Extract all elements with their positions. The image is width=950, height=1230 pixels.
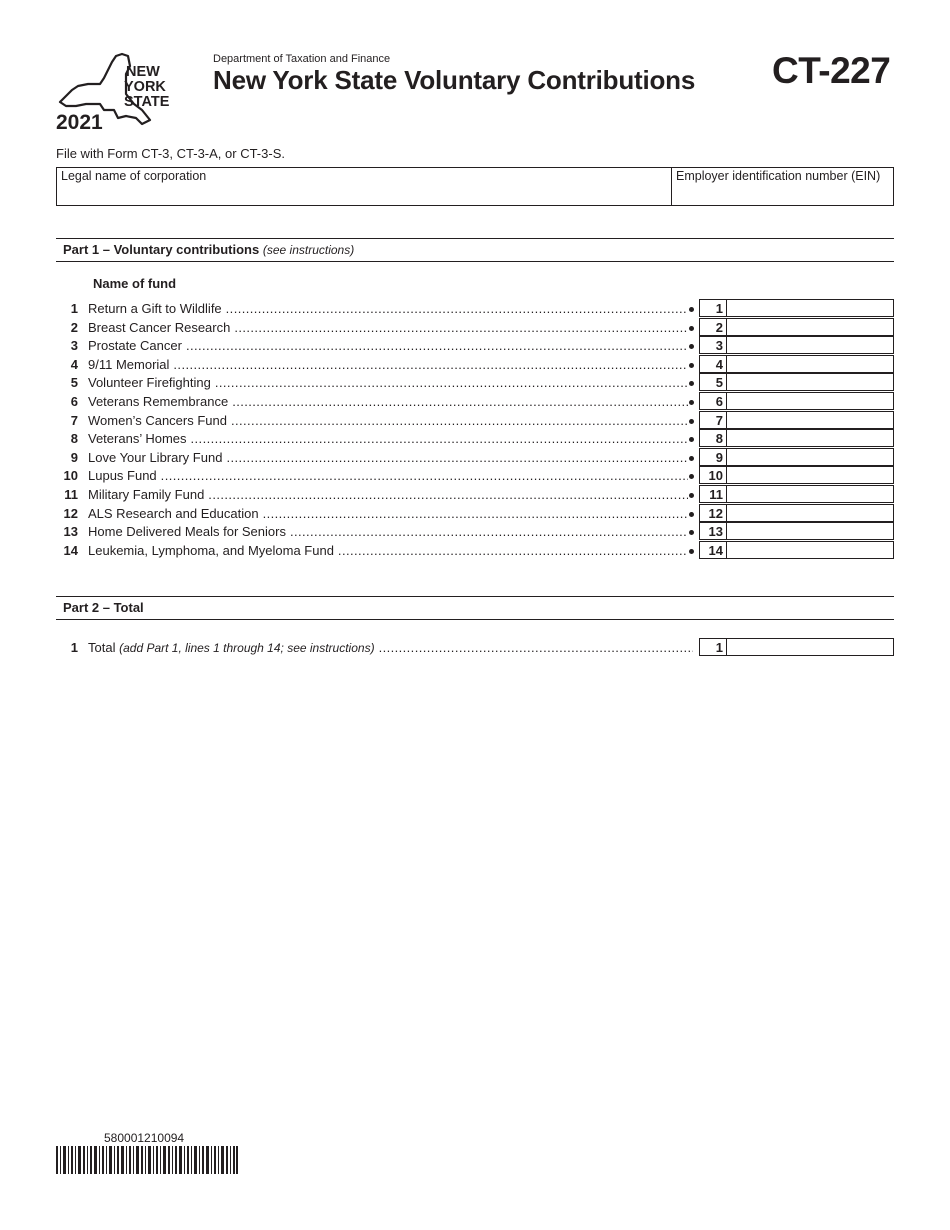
total-line — [56, 638, 894, 657]
bullet-icon — [689, 344, 694, 349]
line-box-number: 1 — [699, 299, 727, 317]
identity-box — [56, 167, 894, 206]
line-label: ALS Research and Education ..... — [88, 506, 688, 521]
fund-line — [56, 522, 894, 541]
bullet-icon — [689, 493, 694, 498]
line-box-number: 5 — [699, 373, 727, 391]
part2-title: Part 2 – Total — [63, 600, 144, 615]
new-york-state-logo — [56, 52, 181, 132]
line-label: Lupus Fund ..... — [88, 468, 688, 483]
line-label: Breast Cancer Research ..... — [88, 320, 688, 335]
line-number: 7 — [70, 412, 78, 428]
fund-line — [56, 504, 894, 523]
line-label: Veterans Remembrance ..... — [88, 394, 688, 409]
line-box-number: 12 — [699, 504, 727, 522]
line-label: Love Your Library Fund ..... — [88, 450, 688, 465]
bullet-icon — [689, 437, 694, 442]
amount-field-breast-cancer[interactable] — [726, 318, 894, 336]
legal-name-field[interactable] — [57, 168, 672, 205]
fund-line — [56, 485, 894, 504]
legal-name-label: Legal name of corporation — [61, 169, 207, 183]
part1-header — [56, 238, 894, 262]
line-number: 2 — [70, 319, 78, 335]
line-box-number: 1 — [699, 638, 727, 656]
line-label: Leukemia, Lymphoma, and Myeloma Fund ..... — [88, 543, 688, 558]
bullet-icon — [689, 381, 694, 386]
amount-field-prostate-cancer[interactable] — [726, 336, 894, 354]
total-label: Total — [88, 640, 116, 655]
part2-header — [56, 596, 894, 620]
line-box-number: 8 — [699, 429, 727, 447]
fund-line — [56, 373, 894, 392]
line-number: 1 — [70, 640, 78, 655]
bullet-icon — [689, 419, 694, 424]
fund-line — [56, 429, 894, 448]
amount-field-womens-cancers[interactable] — [726, 411, 894, 429]
fund-line — [56, 318, 894, 337]
line-number: 3 — [70, 338, 78, 354]
line-label: Military Family Fund ..... — [88, 487, 688, 502]
line-label: Veterans’ Homes ..... — [88, 431, 688, 446]
bullet-icon — [689, 474, 694, 479]
line-label: Home Delivered Meals for Seniors ..... — [88, 524, 688, 539]
logo-year: 2021 — [56, 111, 103, 132]
line-number: 11 — [64, 487, 78, 502]
fund-line — [56, 466, 894, 485]
part1-subtitle: (see instructions) — [262, 243, 355, 257]
line-box-number: 6 — [699, 392, 727, 410]
ein-field[interactable] — [672, 168, 893, 205]
form-number: CT-227 — [772, 50, 891, 91]
line-box-number: 14 — [699, 541, 727, 559]
bullet-icon — [689, 530, 694, 535]
bullet-icon — [689, 326, 694, 331]
amount-field-lupus[interactable] — [726, 466, 894, 484]
logo-line2: YORK — [124, 79, 166, 95]
amount-field-leukemia[interactable] — [726, 541, 894, 559]
part1-title: Part 1 – Voluntary contributions — [63, 242, 260, 257]
line-label: Volunteer Firefighting ..... — [88, 375, 688, 390]
fund-line — [56, 411, 894, 430]
amount-field-total[interactable] — [726, 638, 894, 656]
amount-field-wildlife[interactable] — [726, 299, 894, 317]
line-number: 13 — [63, 524, 78, 540]
logo-line1: NEW — [126, 64, 160, 80]
fund-line — [56, 448, 894, 467]
fund-line — [56, 355, 894, 374]
line-box-number: 4 — [699, 355, 727, 373]
total-line-label — [88, 640, 693, 655]
line-box-number: 13 — [699, 522, 727, 540]
line-box-number: 11 — [699, 485, 727, 503]
barcode-icon — [56, 1146, 238, 1174]
barcode-number: 580001210094 — [104, 1131, 185, 1145]
line-label: Women’s Cancers Fund ..... — [88, 413, 688, 428]
line-number: 4 — [70, 356, 78, 372]
fund-line — [56, 541, 894, 560]
line-box-number: 10 — [699, 466, 727, 484]
line-number: 14 — [63, 542, 78, 558]
total-hint: (add Part 1, lines 1 through 14; see instructions) — [119, 641, 375, 655]
line-number: 5 — [70, 375, 78, 391]
line-box-number: 7 — [699, 411, 727, 429]
amount-field-home-delivered-meals[interactable] — [726, 522, 894, 540]
logo-line3: STATE — [124, 94, 170, 110]
amount-field-volunteer-firefighting[interactable] — [726, 373, 894, 391]
line-label: 9/11 Memorial ..... — [88, 357, 688, 372]
form-title: New York State Voluntary Contributions — [213, 65, 696, 95]
line-number: 8 — [70, 431, 78, 447]
fund-line — [56, 299, 894, 318]
line-label: Return a Gift to Wildlife ..... — [88, 301, 688, 316]
fund-line — [56, 392, 894, 411]
line-number: 6 — [70, 394, 78, 409]
file-with-note: File with Form CT-3, CT-3-A, or CT-3-S. — [56, 146, 285, 161]
line-box-number: 9 — [699, 448, 727, 466]
bullet-icon — [689, 363, 694, 368]
amount-field-veterans-remembrance[interactable] — [726, 392, 894, 410]
amount-field-als-research[interactable] — [726, 504, 894, 522]
bullet-icon — [689, 456, 694, 461]
amount-field-911-memorial[interactable] — [726, 355, 894, 373]
amount-field-veterans-homes[interactable] — [726, 429, 894, 447]
fund-name-header: Name of fund — [93, 276, 177, 291]
line-label: Prostate Cancer ..... — [88, 338, 688, 353]
bullet-icon — [689, 307, 694, 312]
line-box-number: 2 — [699, 318, 727, 336]
bullet-icon — [689, 400, 694, 405]
line-number: 12 — [63, 505, 78, 521]
department-name: Department of Taxation and Finance — [213, 53, 391, 65]
ein-label: Employer identification number (EIN) — [676, 169, 881, 183]
bullet-icon — [689, 549, 694, 554]
line-number: 10 — [63, 468, 78, 484]
bullet-icon — [689, 512, 694, 517]
fund-line — [56, 336, 894, 355]
line-box-number: 3 — [699, 336, 727, 354]
line-number: 1 — [70, 301, 78, 316]
line-number: 9 — [70, 449, 78, 465]
amount-field-military-family[interactable] — [726, 485, 894, 503]
amount-field-love-your-library[interactable] — [726, 448, 894, 466]
